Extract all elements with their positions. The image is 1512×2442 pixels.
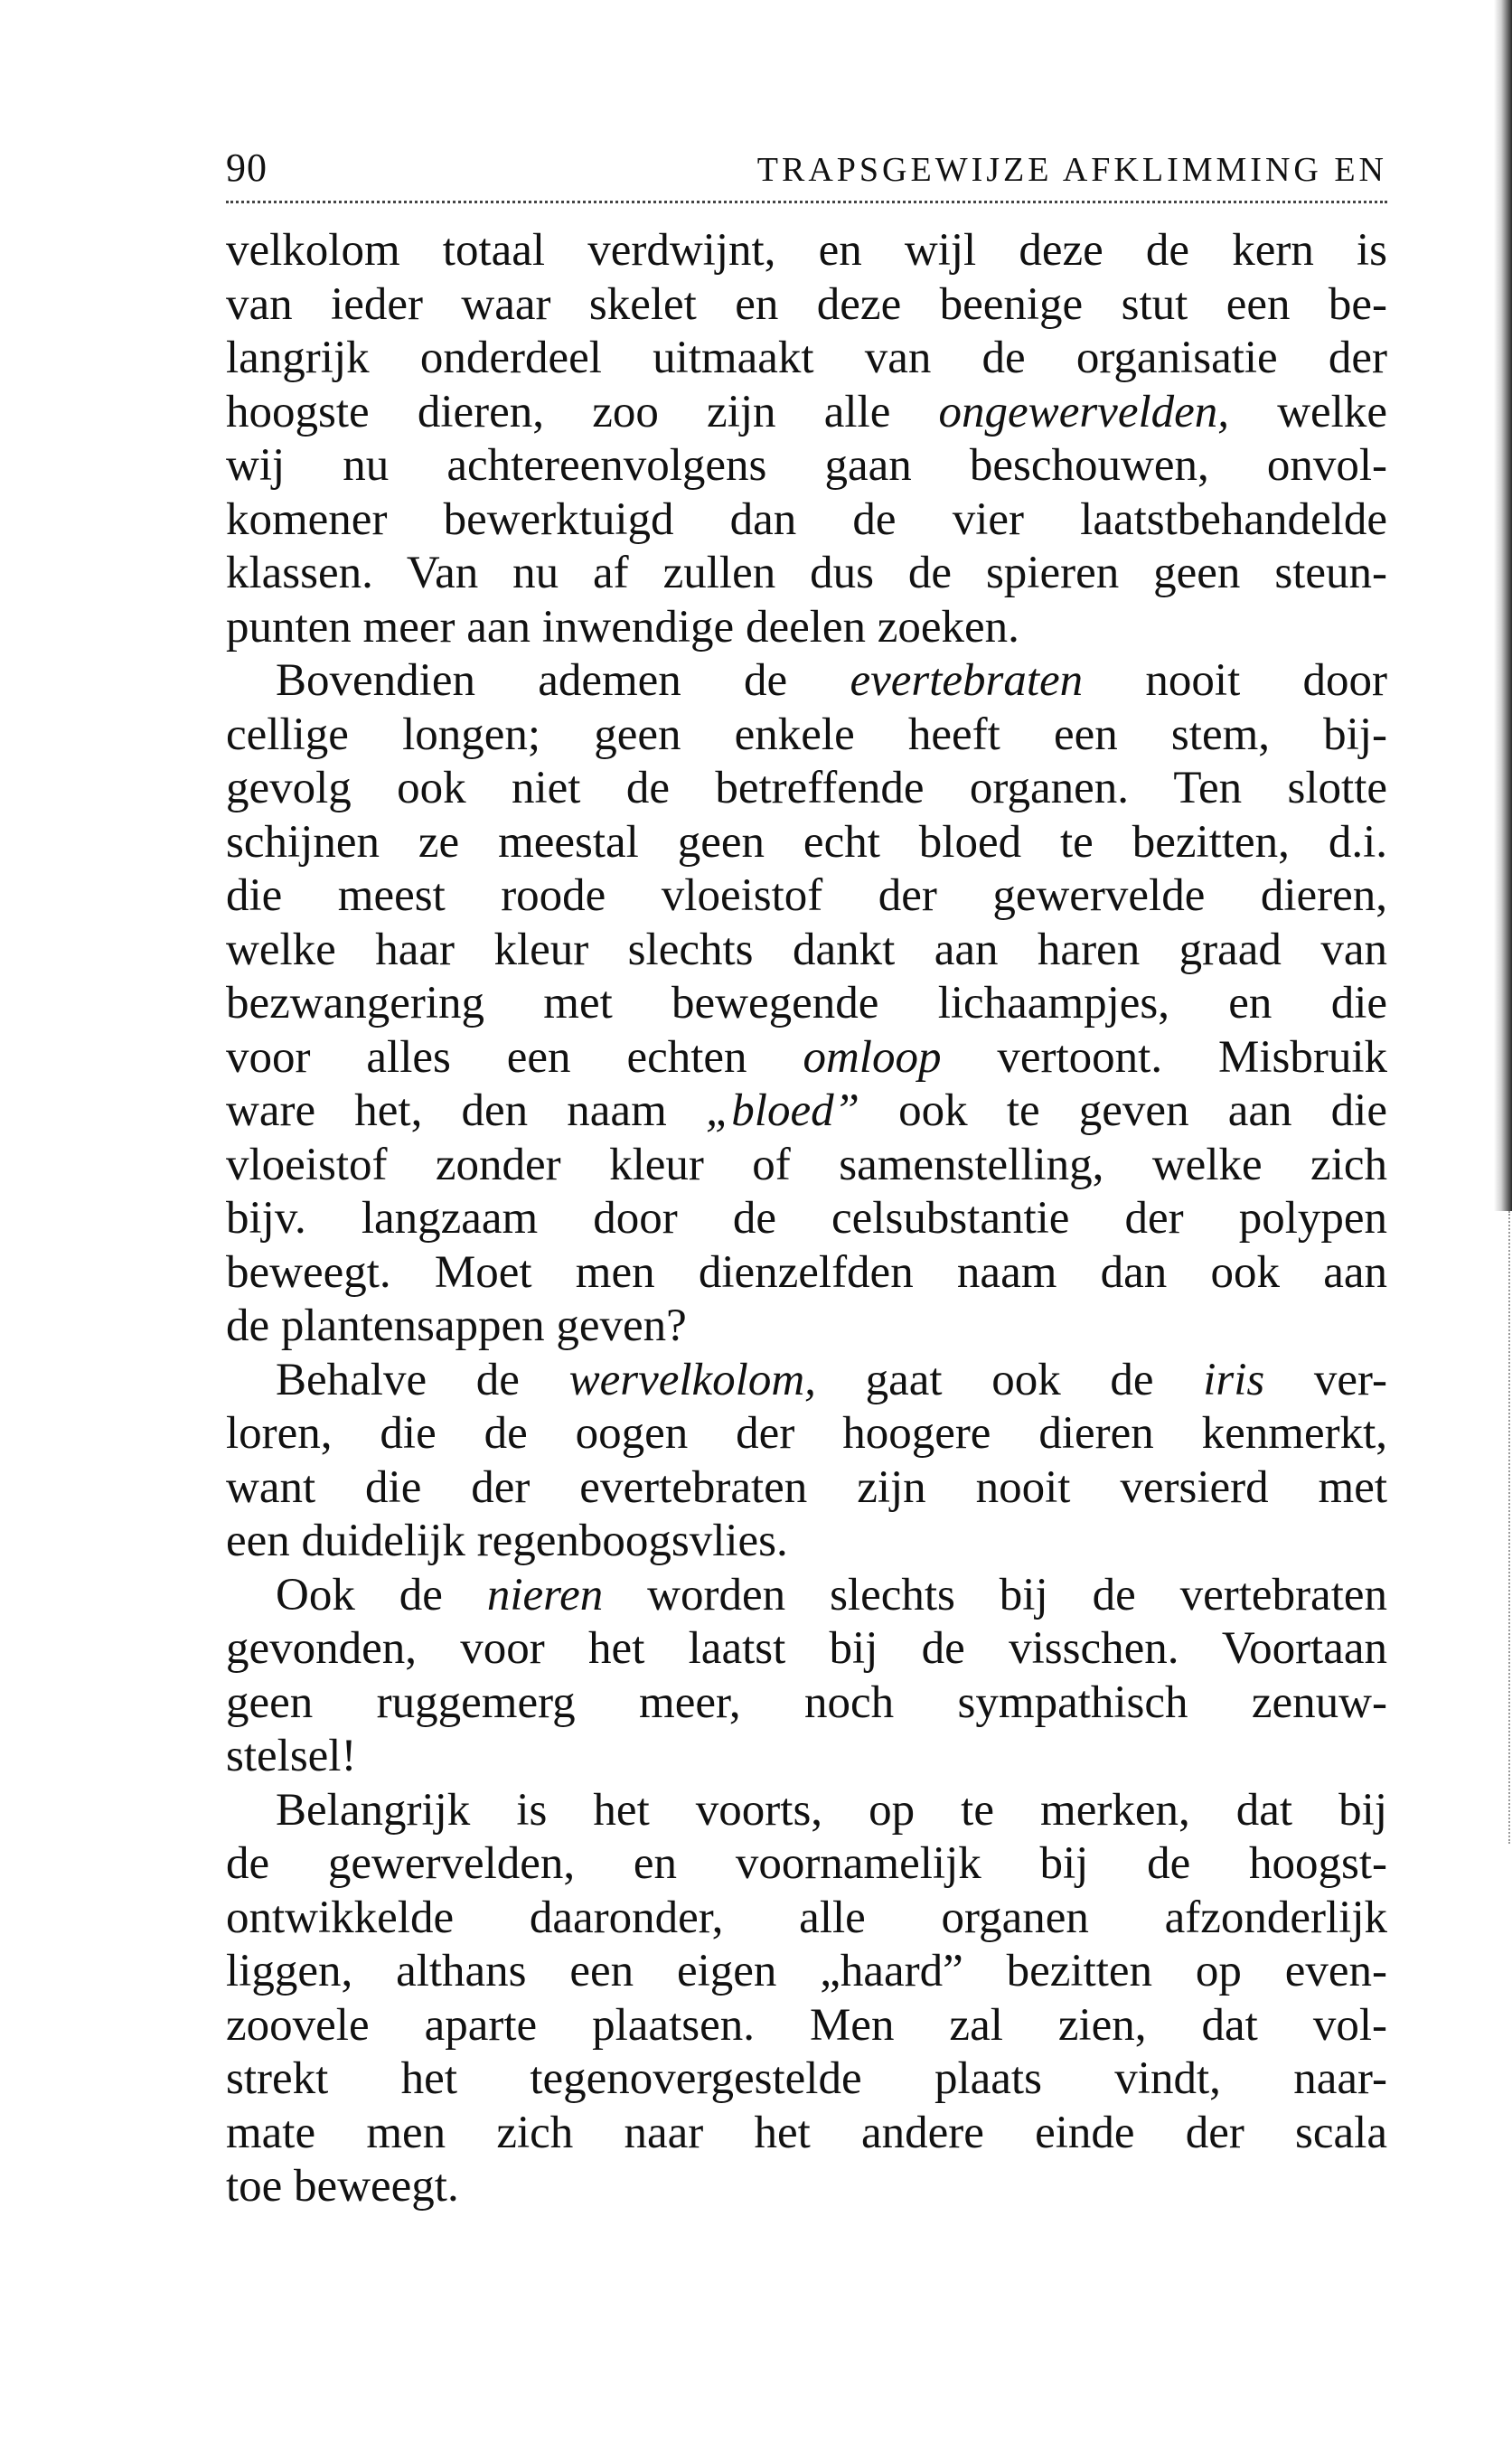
text-line: ontwikkelde daaronder, alle organen afzonderlijk <box>226 1892 1387 1943</box>
header-rule <box>226 201 1387 203</box>
text-line <box>226 654 1387 709</box>
text-line: schijnen ze meestal geen echt bloed te bezitten, d.i. <box>226 816 1387 868</box>
emphasis: „bloed” <box>705 1085 859 1136</box>
text-line: toe beweegt. <box>226 2161 459 2212</box>
text-line: gevolg ook niet de betreffende organen. Ten slotte <box>226 763 1387 813</box>
text-line: langrijk onderdeel uitmaakt van de organisatie der <box>226 333 1387 383</box>
text-line: de gewervelden, en voornamelijk bij de hoogst- <box>226 1838 1387 1889</box>
text-segment: ware het, den naam <box>226 1085 706 1136</box>
text-line: de plantensappen geven? <box>226 1301 687 1351</box>
text-line: welke haar kleur slechts dankt aan haren graad van <box>226 924 1387 975</box>
text-line: wij nu achtereenvolgens gaan beschouwen, onvol- <box>226 440 1387 491</box>
text-line <box>226 1085 1387 1139</box>
emphasis: wervelkolom, <box>568 1354 816 1405</box>
text-line: vloeistof zonder kleur of samenstelling, welke zich <box>226 1139 1387 1190</box>
emphasis: ongewervelden, <box>938 386 1230 437</box>
text-segment: nooit door <box>1083 655 1387 706</box>
text-line: van ieder waar skelet en deze beenige stut een be- <box>226 278 1387 330</box>
text-segment: gaat ook de <box>815 1354 1204 1405</box>
text-segment: ook te geven aan die <box>859 1085 1387 1136</box>
text-segment: worden slechts bij de vertebraten <box>603 1569 1387 1620</box>
text-line: Belangrijk is het voorts, op te merken, dat bij <box>276 1784 1387 1836</box>
text-segment: welke <box>1229 386 1387 437</box>
text-line <box>226 1569 1387 1623</box>
running-head <box>226 145 1387 199</box>
emphasis: nieren <box>486 1569 604 1620</box>
text-line: komener bewerktuigd dan de vier laatstbehandelde <box>226 493 1387 545</box>
text-line: liggen, althans een eigen „haard” bezitten op even- <box>226 1946 1387 1996</box>
emphasis: omloop <box>803 1031 942 1083</box>
text-segment: vertoont. Misbruik <box>941 1031 1388 1083</box>
text-line: strekt het tegenovergestelde plaats vindt, naar- <box>226 2053 1387 2104</box>
text-line: beweegt. Moet men dienzelfden naam dan ook aan <box>226 1246 1387 1298</box>
text-line: mate men zich naar het andere einde der scala <box>226 2107 1387 2158</box>
emphasis: iris <box>1203 1354 1265 1405</box>
text-line: geen ruggemerg meer, noch sympathisch zenuw- <box>226 1677 1387 1728</box>
text-segment: ver- <box>1264 1354 1388 1405</box>
text-line: loren, die de oogen der hoogere dieren kenmerkt, <box>226 1408 1387 1459</box>
body-text <box>226 224 1387 2214</box>
text-line: zoovele aparte plaatsen. Men zal zien, dat vol- <box>226 1999 1387 2051</box>
text-line: punten meer aan inwendige deelen zoeken. <box>226 601 1019 653</box>
text-line: velkolom totaal verdwijnt, en wijl deze de kern is <box>226 225 1387 276</box>
text-segment: Ook de <box>276 1569 487 1620</box>
text-line: cellige longen; geen enkele heeft een stem, bij- <box>226 709 1387 760</box>
running-title: TRAPSGEWIJZE AFKLIMMING EN <box>756 151 1387 189</box>
text-line: klassen. Van nu af zullen dus de spieren geen steun- <box>226 548 1387 598</box>
text-line: gevonden, voor het laatst bij de visschen. Voortaan <box>226 1623 1387 1674</box>
page-edge-shadow <box>1494 0 1512 1211</box>
page-edge-specks <box>1501 1211 1510 1844</box>
text-segment: voor alles een echten <box>226 1031 803 1083</box>
emphasis: evertebraten <box>850 655 1084 706</box>
text-segment: Bovendien ademen de <box>276 655 850 706</box>
text-line: stelsel! <box>226 1731 357 1781</box>
text-line: bijv. langzaam door de celsubstantie der polypen <box>226 1193 1387 1244</box>
text-segment: hoogste dieren, zoo zijn alle <box>226 386 939 437</box>
text-line <box>226 1031 1387 1085</box>
text-line: een duidelijk regenboogsvlies. <box>226 1516 788 1566</box>
text-line: die meest roode vloeistof der gewervelde dieren, <box>226 870 1387 921</box>
text-segment: Behalve de <box>276 1354 569 1405</box>
text-line: bezwangering met bewegende lichaampjes, en die <box>226 978 1387 1028</box>
text-line <box>226 386 1387 440</box>
page-number: 90 <box>226 146 268 190</box>
text-line <box>226 1354 1387 1408</box>
text-line: want die der evertebraten zijn nooit versierd met <box>226 1461 1387 1513</box>
